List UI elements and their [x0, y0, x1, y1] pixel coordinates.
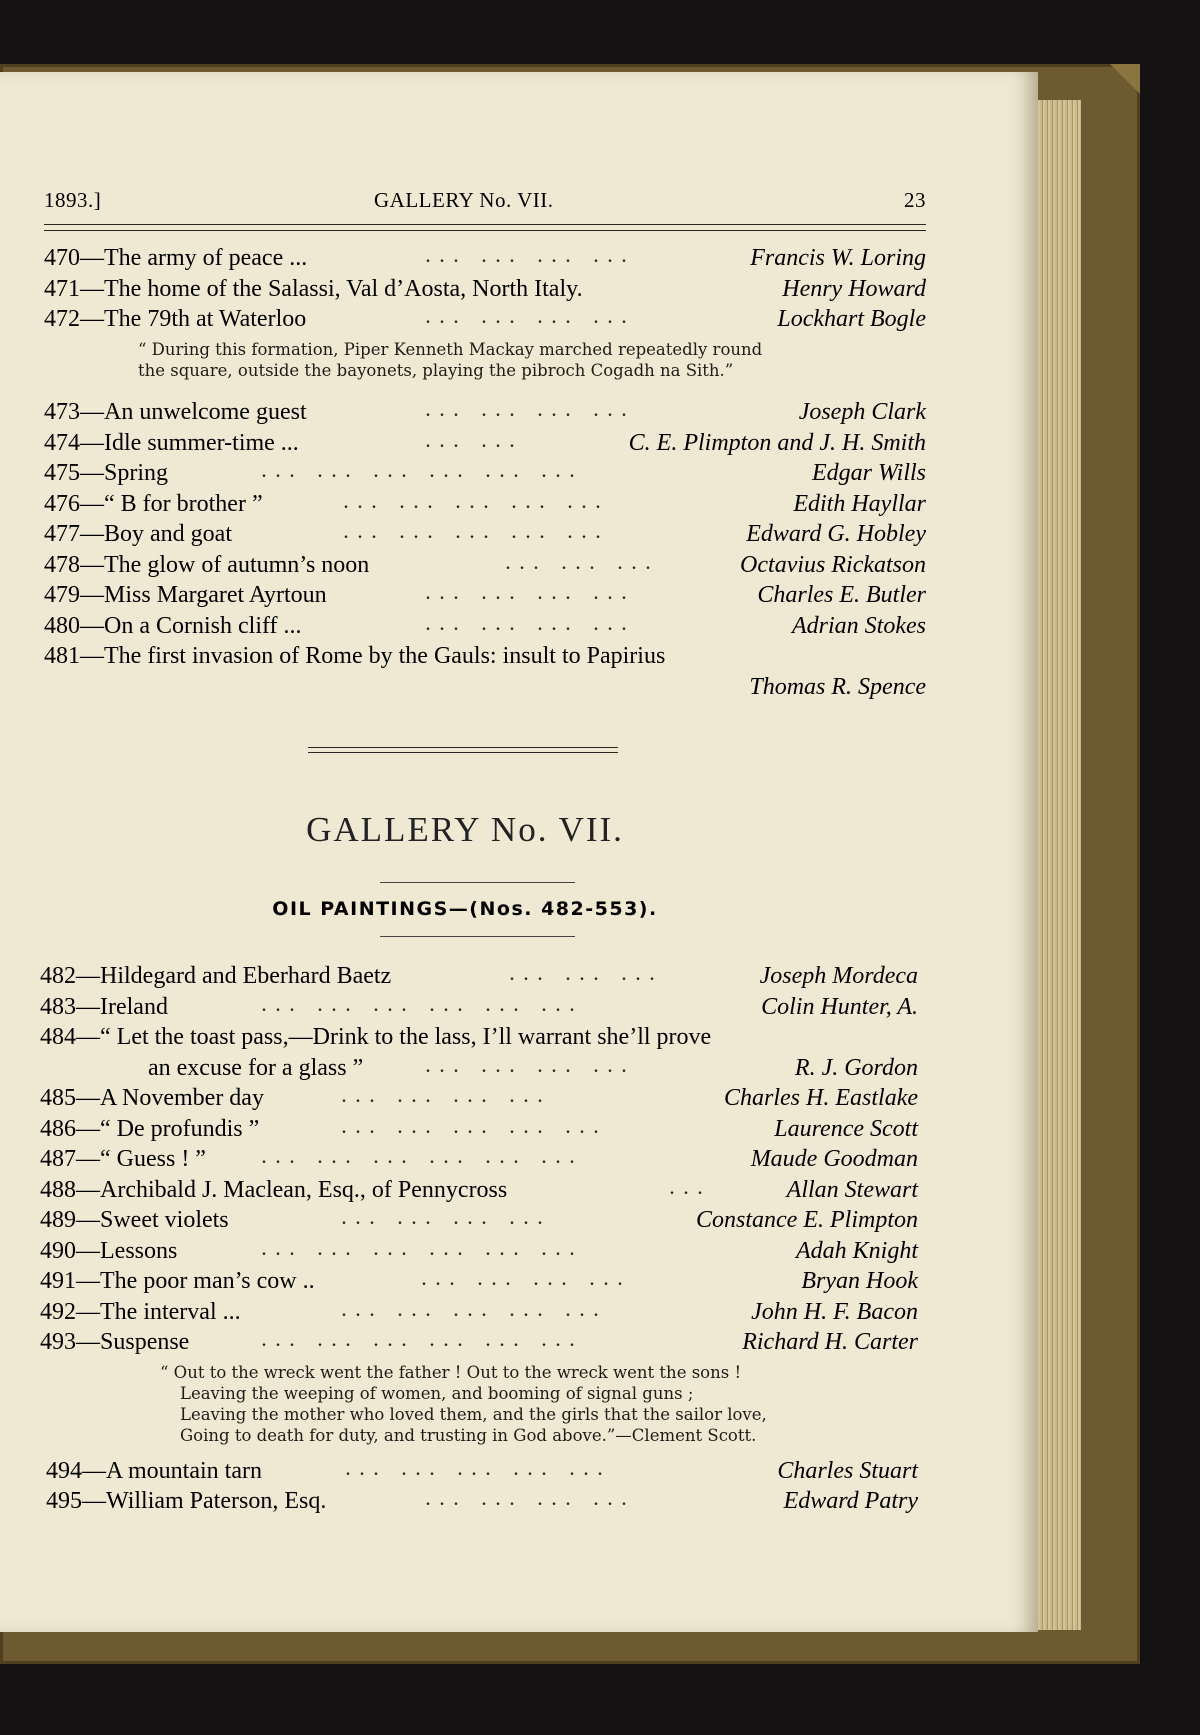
entry-number: 479 — [44, 582, 80, 608]
list-item: 483—Ireland ... ... ... ... ... ... Colin Hunter, A. — [40, 992, 918, 1023]
entry-number: 476 — [44, 490, 80, 517]
entry-title: The poor man’s cow .. — [100, 1268, 315, 1294]
leader-dots: ... ... ... ... ... — [346, 1461, 612, 1479]
entry-artist: Edward G. Hobley — [746, 521, 926, 547]
entry-artist: R. J. Gordon — [794, 1054, 918, 1081]
entry-title: The home of the Salassi, Val d’Aosta, North Italy. — [104, 275, 583, 302]
entry-artist: Allan Stewart — [786, 1176, 918, 1203]
page-number: 23 — [904, 188, 926, 212]
entry-number: 492 — [40, 1298, 76, 1325]
entries-473-481 — [44, 397, 926, 702]
entry-number: 494 — [46, 1457, 82, 1484]
list-item: 492—The interval ... ... ... ... ... ... John H. F. Bacon — [40, 1297, 918, 1328]
entry-title: Idle summer-time ... — [104, 429, 299, 456]
entry-artist: Charles Stuart — [777, 1457, 918, 1484]
entry-title: “ Guess ! ” — [100, 1146, 206, 1172]
entry-artist: Octavius Rickatson — [740, 551, 926, 578]
quote-line: “ During this formation, Piper Kenneth Mackay marched repeatedly round — [138, 339, 763, 359]
leader-dots: ... ... ... ... ... ... — [262, 997, 584, 1015]
leader-dots: ... ... ... — [510, 967, 664, 984]
entry-artist: Edith Hayllar — [793, 490, 926, 517]
list-item: 484—“ Let the toast pass,—Drink to the lass, I’ll warrant she’ll prove — [40, 1024, 712, 1050]
leader-dots: ... ... ... ... — [426, 403, 636, 420]
list-item: 475—Spring ... ... ... ... ... ... Edgar Wills — [44, 458, 926, 489]
entry-artist: Constance E. Plimpton — [696, 1207, 918, 1233]
entry-artist: Charles H. Eastlake — [724, 1085, 918, 1111]
entry-title: Miss Margaret Ayrtoun — [104, 582, 327, 608]
entry-artist: Colin Hunter, A. — [761, 993, 918, 1020]
running-head-gallery: GALLERY No. VII. — [374, 188, 554, 212]
leader-dots: ... ... ... ... ... — [344, 494, 610, 512]
leader-dots: ... — [670, 1180, 712, 1198]
list-item: 485—A November day ... ... ... ... Charles H. Eastlake — [40, 1083, 918, 1114]
entry-title: Sweet violets — [100, 1207, 229, 1233]
entry-title: Ireland — [100, 993, 168, 1020]
entry-title: “ De profundis ” — [100, 1115, 260, 1142]
list-item: 488—Archibald J. Maclean, Esq., of Pennycross ... Allan Stewart — [40, 1175, 918, 1206]
list-item: 481—The first invasion of Rome by the Gauls: insult to Papirius — [44, 643, 666, 669]
entry-title: Hildegard and Eberhard Baetz — [100, 963, 392, 989]
entry-artist: Charles E. Butler — [757, 582, 926, 608]
leader-dots: ... ... ... ... ... ... — [262, 464, 584, 481]
entry-title: On a Cornish cliff ... — [104, 612, 302, 639]
entry-number: 486 — [40, 1115, 76, 1142]
entry-artist: Henry Howard — [782, 275, 926, 302]
header-rule — [44, 224, 926, 231]
quote-line: “ Out to the wreck went the father ! Out to the wreck went the sons ! — [160, 1362, 742, 1382]
entry-number: 490 — [40, 1237, 76, 1264]
entry-artist: Bryan Hook — [801, 1268, 918, 1294]
entry-title: The glow of autumn’s noon — [104, 551, 370, 578]
quote-493 — [160, 1362, 1038, 1458]
entry-title: “ Let the toast pass,—Drink to the lass, I’ll warrant she’ll prove — [100, 1024, 712, 1050]
entry-title: “ B for brother ” — [104, 490, 263, 517]
entry-title: The interval ... — [100, 1298, 241, 1325]
entry-artist: Adah Knight — [795, 1237, 918, 1264]
leader-dots: ... ... ... ... ... — [342, 1302, 608, 1320]
cover-corner — [1110, 64, 1140, 94]
leader-dots: ... ... ... ... — [426, 586, 636, 603]
entry-title-continued: an excuse for a glass ” — [148, 1054, 364, 1081]
leader-dots: ... ... ... ... — [426, 310, 636, 327]
entry-number: 484 — [40, 1024, 76, 1050]
page-fore-edge — [1035, 100, 1081, 1630]
list-item-continuation — [40, 1053, 918, 1084]
entry-artist: Richard H. Carter — [742, 1329, 918, 1355]
entry-artist: C. E. Plimpton and J. H. Smith — [628, 429, 926, 456]
heading-rule — [380, 936, 575, 937]
list-item: 495—William Paterson, Esq. ... ... ... ... Edward Patry — [40, 1486, 918, 1517]
leader-dots: ... ... ... ... — [426, 1058, 636, 1076]
entry-artist: Lockhart Bogle — [777, 306, 926, 332]
leader-dots: ... ... ... ... ... ... — [262, 1150, 584, 1167]
running-head — [44, 188, 926, 218]
entry-artist: Adrian Stokes — [792, 612, 926, 639]
entry-number: 483 — [40, 993, 76, 1020]
entry-number: 487 — [40, 1146, 76, 1172]
list-item: 489—Sweet violets ... ... ... ... Constance E. Plimpton — [40, 1205, 918, 1236]
entry-artist: Francis W. Loring — [750, 245, 926, 271]
entry-title: The army of peace ... — [104, 245, 308, 271]
list-item: 472—The 79th at Waterloo ... ... ... ... Lockhart Bogle — [44, 304, 926, 335]
list-item: 474—Idle summer-time ... ... ... C. E. Plimpton and J. H. Smith — [44, 428, 926, 459]
list-item: 470—The army of peace ... ... ... ... ... Francis W. Loring — [44, 243, 926, 274]
quote-line: the square, outside the bayonets, playing the pibroch Cogadh na Sith.” — [138, 360, 734, 380]
entry-title: Spring — [104, 460, 169, 486]
running-head-year: 1893.] — [44, 188, 102, 212]
entry-title: Boy and goat — [104, 521, 232, 547]
entry-number: 489 — [40, 1207, 76, 1233]
entry-artist: Edgar Wills — [811, 460, 926, 486]
gallery-title: GALLERY No. VII. — [306, 810, 624, 849]
leader-dots: ... ... ... ... ... ... — [262, 1241, 584, 1259]
entry-title: The 79th at Waterloo — [104, 306, 307, 332]
quote-line: Leaving the mother who loved them, and the girls that the sailor love, — [180, 1404, 767, 1424]
list-item: 491—The poor man’s cow .. ... ... ... ... Bryan Hook — [40, 1266, 918, 1297]
entry-number: 491 — [40, 1268, 76, 1294]
leader-dots: ... ... ... ... ... ... — [262, 1333, 584, 1350]
list-item-continuation — [44, 672, 926, 703]
section-heading: OIL PAINTINGS—(Nos. 482-553). — [272, 898, 658, 920]
entry-number: 478 — [44, 551, 80, 578]
list-item: 482—Hildegard and Eberhard Baetz ... ... ... Joseph Mordeca — [40, 961, 918, 992]
entry-artist: Maude Goodman — [750, 1146, 918, 1172]
leader-dots: ... ... ... ... ... — [344, 525, 610, 542]
list-item: 480—On a Cornish cliff ... ... ... ... ... Adrian Stokes — [44, 611, 926, 642]
leader-dots: ... ... ... ... — [426, 249, 636, 266]
leader-dots: ... ... ... ... — [426, 616, 636, 634]
list-item: 476—“ B for brother ” ... ... ... ... ... Edith Hayllar — [44, 489, 926, 520]
entries-482-495 — [40, 961, 918, 1517]
entry-title: A mountain tarn — [106, 1457, 262, 1484]
entry-title: Suspense — [100, 1329, 190, 1355]
list-item: 479—Miss Margaret Ayrtoun ... ... ... ... Charles E. Butler — [44, 580, 926, 611]
title-rule — [380, 882, 575, 883]
leader-dots: ... ... ... ... — [342, 1089, 552, 1106]
entries-470-472 — [44, 243, 926, 389]
quote-line: Leaving the weeping of women, and booming of signal guns ; — [180, 1383, 694, 1403]
entry-number: 493 — [40, 1329, 76, 1355]
entry-number: 474 — [44, 429, 80, 456]
leader-dots: ... ... ... ... — [422, 1272, 632, 1289]
list-item: 471—The home of the Salassi, Val d’Aosta, North Italy. Henry Howard — [44, 274, 926, 305]
list-item: 473—An unwelcome guest ... ... ... ... Joseph Clark — [44, 397, 926, 428]
leader-dots: ... ... ... ... — [426, 1492, 636, 1509]
section-divider — [308, 747, 618, 753]
entry-title: Lessons — [100, 1237, 178, 1264]
entry-number: 473 — [44, 399, 80, 425]
entry-number: 475 — [44, 460, 80, 486]
entry-artist: Edward Patry — [783, 1488, 918, 1514]
entry-number: 480 — [44, 612, 80, 639]
entry-artist: Joseph Clark — [798, 399, 926, 425]
leader-dots: ... ... ... ... — [342, 1211, 552, 1228]
entry-number: 482 — [40, 963, 76, 989]
entry-artist: Joseph Mordeca — [759, 963, 918, 989]
quote-line: Going to death for duty, and trusting in God above.”—Clement Scott. — [180, 1425, 757, 1445]
entry-number: 481 — [44, 643, 80, 669]
entry-title: An unwelcome guest — [104, 399, 307, 425]
entry-number: 477 — [44, 521, 80, 547]
entry-title: A November day — [100, 1085, 264, 1111]
entry-number: 488 — [40, 1176, 76, 1203]
entry-number: 472 — [44, 306, 80, 332]
leader-dots: ... ... ... — [506, 555, 660, 573]
entry-title: William Paterson, Esq. — [106, 1488, 327, 1514]
list-item: 490—Lessons ... ... ... ... ... ... Adah Knight — [40, 1236, 918, 1267]
entry-artist: John H. F. Bacon — [751, 1298, 918, 1325]
list-item: 477—Boy and goat ... ... ... ... ... Edward G. Hobley — [44, 519, 926, 550]
leader-dots: ... ... — [426, 433, 524, 451]
quote-472 — [138, 339, 1020, 393]
leader-dots: ... ... ... ... ... — [342, 1119, 608, 1137]
entry-number: 495 — [46, 1488, 82, 1514]
entry-title: Archibald J. Maclean, Esq., of Pennycross — [100, 1176, 508, 1203]
entry-number: 485 — [40, 1085, 76, 1111]
list-item: 494—A mountain tarn ... ... ... ... ... Charles Stuart — [40, 1456, 918, 1487]
entry-number: 471 — [44, 275, 80, 302]
list-item: 487—“ Guess ! ” ... ... ... ... ... ... Maude Goodman — [40, 1144, 918, 1175]
list-item: 486—“ De profundis ” ... ... ... ... ... Laurence Scott — [40, 1114, 918, 1145]
list-item: 478—The glow of autumn’s noon ... ... ... Octavius Rickatson — [44, 550, 926, 581]
list-item: 493—Suspense ... ... ... ... ... ... Richard H. Carter — [40, 1327, 918, 1358]
entry-number: 470 — [44, 245, 80, 271]
entry-artist: Thomas R. Spence — [749, 673, 926, 700]
entry-artist: Laurence Scott — [774, 1115, 918, 1142]
entry-title: The first invasion of Rome by the Gauls: insult to Papirius — [104, 643, 666, 669]
